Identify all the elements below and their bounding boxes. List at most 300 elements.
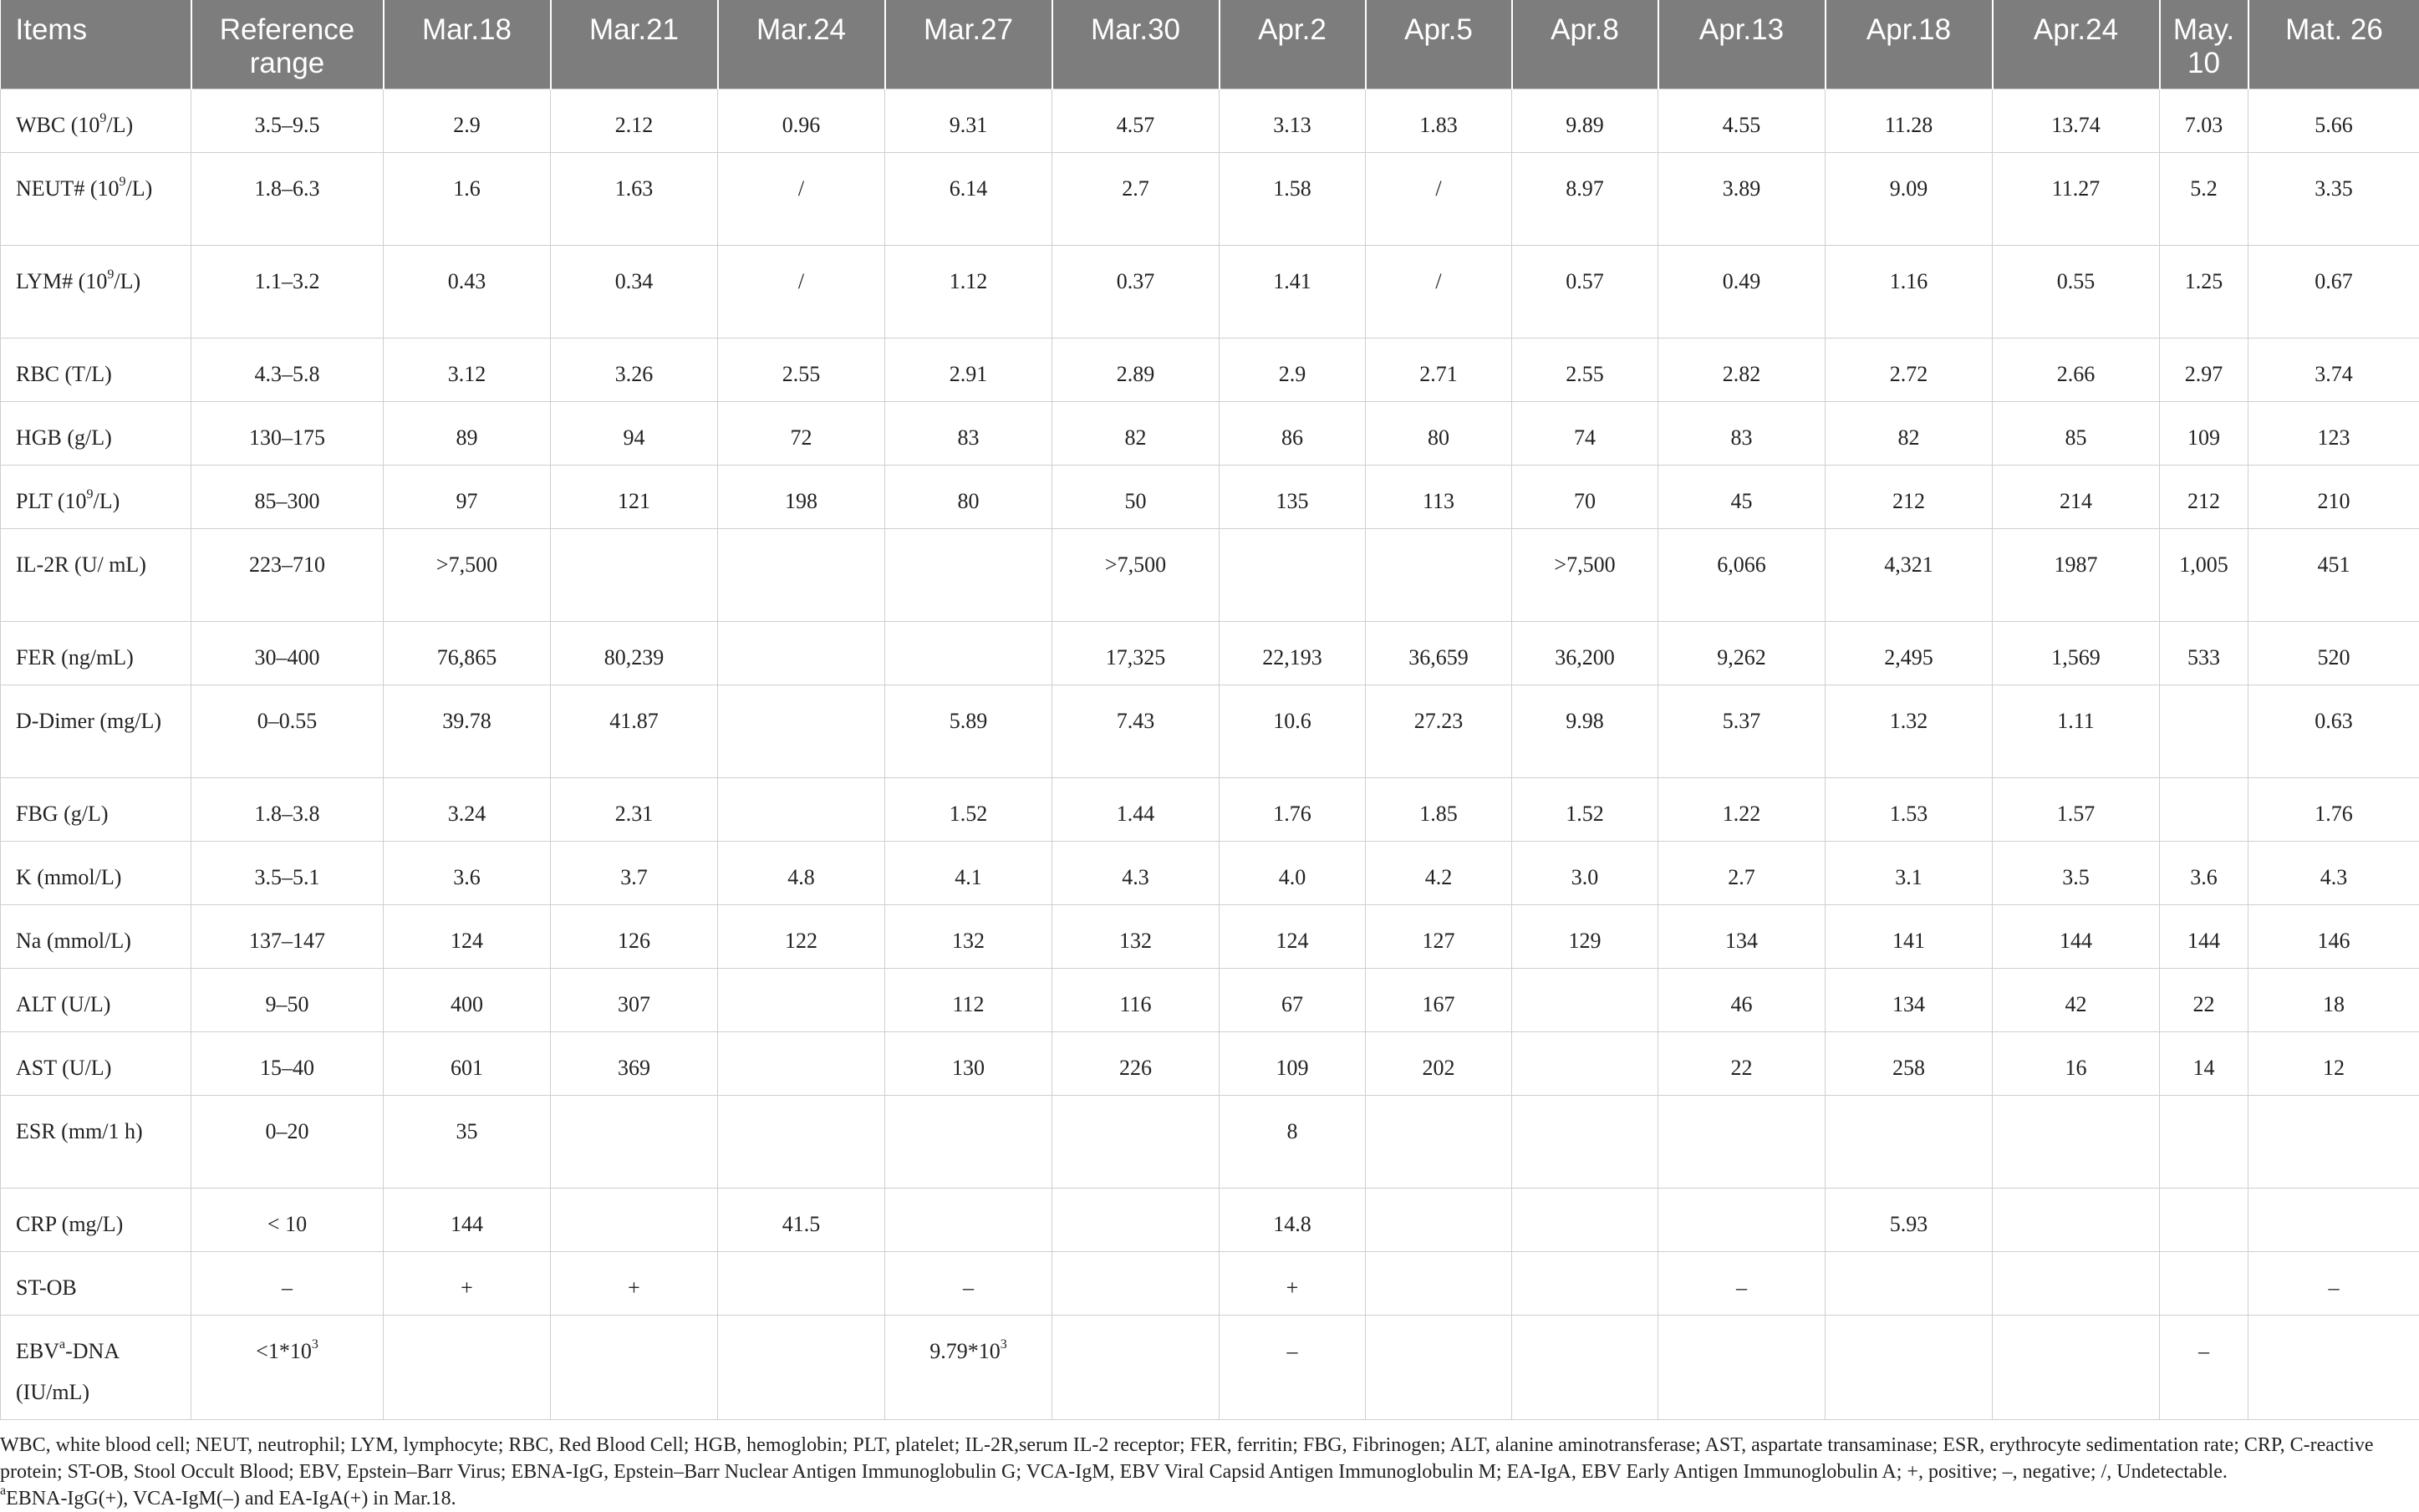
table-cell: 121 bbox=[551, 466, 718, 529]
table-cell: 5.37 bbox=[1658, 685, 1826, 778]
column-header: Mar.21 bbox=[551, 0, 718, 89]
table-cell: 4.55 bbox=[1658, 89, 1826, 153]
table-cell: 42 bbox=[1993, 969, 2160, 1032]
table-cell bbox=[1052, 1096, 1220, 1189]
table-cell bbox=[2160, 778, 2248, 842]
table-cell: 2.97 bbox=[2160, 339, 2248, 402]
table-row bbox=[1, 1316, 2419, 1420]
table-cell: 50 bbox=[1052, 466, 1220, 529]
note-text: EBNA-IgG(+), VCA-IgM(–) and EA-IgA(+) in Mar.18. bbox=[6, 1488, 456, 1509]
table-cell: 1.16 bbox=[1826, 246, 1993, 339]
table-cell: 0.57 bbox=[1512, 246, 1658, 339]
table-cell: 116 bbox=[1052, 969, 1220, 1032]
table-cell: 1.8–6.3 bbox=[191, 153, 384, 246]
table-cell: 1,005 bbox=[2160, 529, 2248, 622]
table-cell: 9,262 bbox=[1658, 622, 1826, 685]
table-cell: 74 bbox=[1512, 402, 1658, 466]
table-cell: 113 bbox=[1366, 466, 1512, 529]
table-row bbox=[1, 622, 2419, 685]
table-cell: 3.26 bbox=[551, 339, 718, 402]
table-cell: 226 bbox=[1052, 1032, 1220, 1096]
table-cell: 1.25 bbox=[2160, 246, 2248, 339]
table-cell: 11.27 bbox=[1993, 153, 2160, 246]
row-label: K (mmol/L) bbox=[1, 842, 191, 905]
table-cell: 3.0 bbox=[1512, 842, 1658, 905]
table-cell: 2.91 bbox=[885, 339, 1052, 402]
table-cell: 1.52 bbox=[885, 778, 1052, 842]
table-cell: 6,066 bbox=[1658, 529, 1826, 622]
row-label: D-Dimer (mg/L) bbox=[1, 685, 191, 778]
table-cell: 35 bbox=[384, 1096, 551, 1189]
table-cell: 41.5 bbox=[718, 1189, 885, 1252]
column-header: Mar.27 bbox=[885, 0, 1052, 89]
table-cell: 1.83 bbox=[1366, 89, 1512, 153]
table-cell: 4.2 bbox=[1366, 842, 1512, 905]
table-cell: 7.43 bbox=[1052, 685, 1220, 778]
table-cell: 1.41 bbox=[1220, 246, 1366, 339]
table-cell bbox=[2160, 685, 2248, 778]
table-cell bbox=[551, 1096, 718, 1189]
table-cell: 2.55 bbox=[718, 339, 885, 402]
table-cell: 4.8 bbox=[718, 842, 885, 905]
table-cell bbox=[1826, 1096, 1993, 1189]
table-cell: 3.5–9.5 bbox=[191, 89, 384, 153]
table-cell: 3.5–5.1 bbox=[191, 842, 384, 905]
table-cell bbox=[885, 622, 1052, 685]
table-cell bbox=[885, 529, 1052, 622]
table-cell bbox=[885, 1189, 1052, 1252]
table-cell: 134 bbox=[1658, 905, 1826, 969]
table-cell: 3.1 bbox=[1826, 842, 1993, 905]
table-cell bbox=[1658, 1316, 1826, 1420]
table-row bbox=[1, 529, 2419, 622]
row-label: AST (U/L) bbox=[1, 1032, 191, 1096]
table-header bbox=[1, 0, 2419, 89]
table-cell: 520 bbox=[2248, 622, 2419, 685]
column-header: Mar.18 bbox=[384, 0, 551, 89]
table-cell bbox=[1366, 1316, 1512, 1420]
table-cell: / bbox=[1366, 246, 1512, 339]
row-label: PLT $(10^9/L)$ bbox=[1, 466, 191, 529]
table-cell: 132 bbox=[885, 905, 1052, 969]
table-cell: 80,239 bbox=[551, 622, 718, 685]
table-cell: 0.49 bbox=[1658, 246, 1826, 339]
table-cell: 137–147 bbox=[191, 905, 384, 969]
table-cell: 1.8–3.8 bbox=[191, 778, 384, 842]
column-header: Reference range bbox=[191, 0, 384, 89]
table-cell: 22,193 bbox=[1220, 622, 1366, 685]
table-cell: 9–50 bbox=[191, 969, 384, 1032]
table-cell: 5.2 bbox=[2160, 153, 2248, 246]
table-row bbox=[1, 246, 2419, 339]
column-header: Apr.8 bbox=[1512, 0, 1658, 89]
table-cell bbox=[1052, 1316, 1220, 1420]
table-cell: 1.76 bbox=[2248, 778, 2419, 842]
table-cell: 83 bbox=[885, 402, 1052, 466]
column-header: Mar.24 bbox=[718, 0, 885, 89]
row-label: IL-2R (U/ mL) bbox=[1, 529, 191, 622]
table-cell: 41.87 bbox=[551, 685, 718, 778]
table-cell: 126 bbox=[551, 905, 718, 969]
row-label: LYM# $(10^9/L)$ bbox=[1, 246, 191, 339]
table-cell: / bbox=[718, 246, 885, 339]
table-body bbox=[1, 89, 2419, 1420]
table-cell: 8.97 bbox=[1512, 153, 1658, 246]
table-cell: 4.3 bbox=[2248, 842, 2419, 905]
table-cell: 214 bbox=[1993, 466, 2160, 529]
table-cell: 132 bbox=[1052, 905, 1220, 969]
table-cell: 89 bbox=[384, 402, 551, 466]
table-row bbox=[1, 153, 2419, 246]
table-row bbox=[1, 402, 2419, 466]
table-cell bbox=[551, 1316, 718, 1420]
table-cell: 83 bbox=[1658, 402, 1826, 466]
table-cell: + bbox=[551, 1252, 718, 1316]
table-cell: 36,200 bbox=[1512, 622, 1658, 685]
table-cell: 3.24 bbox=[384, 778, 551, 842]
table-cell: 72 bbox=[718, 402, 885, 466]
table-cell bbox=[718, 622, 885, 685]
table-cell: 212 bbox=[2160, 466, 2248, 529]
note-marker: a bbox=[0, 1484, 6, 1498]
table-cell: – bbox=[1220, 1316, 1366, 1420]
table-cell bbox=[1993, 1096, 2160, 1189]
table-cell: 1.1–3.2 bbox=[191, 246, 384, 339]
table-cell: 400 bbox=[384, 969, 551, 1032]
row-label: ALT (U/L) bbox=[1, 969, 191, 1032]
table-cell: 2.31 bbox=[551, 778, 718, 842]
table-cell bbox=[1826, 1252, 1993, 1316]
table-cell: 17,325 bbox=[1052, 622, 1220, 685]
table-cell: 0.43 bbox=[384, 246, 551, 339]
table-cell: 94 bbox=[551, 402, 718, 466]
table-cell: 141 bbox=[1826, 905, 1993, 969]
table-cell: 210 bbox=[2248, 466, 2419, 529]
table-cell: 144 bbox=[2160, 905, 2248, 969]
superscript-note bbox=[0, 1485, 2419, 1512]
table-cell: 3.74 bbox=[2248, 339, 2419, 402]
table-cell: 2.7 bbox=[1052, 153, 1220, 246]
table-cell: 135 bbox=[1220, 466, 1366, 529]
table-cell: 3.12 bbox=[384, 339, 551, 402]
table-cell: 30–400 bbox=[191, 622, 384, 685]
table-cell: 0.96 bbox=[718, 89, 885, 153]
row-label: WBC $(10^9/L)$ bbox=[1, 89, 191, 153]
table-row bbox=[1, 778, 2419, 842]
table-row bbox=[1, 1252, 2419, 1316]
table-cell: 0.55 bbox=[1993, 246, 2160, 339]
table-cell: 3.7 bbox=[551, 842, 718, 905]
table-cell: 3.6 bbox=[2160, 842, 2248, 905]
table-cell: 3.89 bbox=[1658, 153, 1826, 246]
table-cell bbox=[1052, 1189, 1220, 1252]
table-cell: 2.82 bbox=[1658, 339, 1826, 402]
table-row bbox=[1, 466, 2419, 529]
table-cell: 2.89 bbox=[1052, 339, 1220, 402]
table-cell: 3.13 bbox=[1220, 89, 1366, 153]
column-header: Mar.30 bbox=[1052, 0, 1220, 89]
table-cell: 14.8 bbox=[1220, 1189, 1366, 1252]
table-row bbox=[1, 1032, 2419, 1096]
table-cell: 3.5 bbox=[1993, 842, 2160, 905]
table-cell bbox=[1826, 1316, 1993, 1420]
table-cell: 5.93 bbox=[1826, 1189, 1993, 1252]
table-cell: 130 bbox=[885, 1032, 1052, 1096]
table-cell: 0.37 bbox=[1052, 246, 1220, 339]
table-cell bbox=[2248, 1189, 2419, 1252]
table-cell bbox=[1993, 1189, 2160, 1252]
table-cell bbox=[1512, 1252, 1658, 1316]
table-cell bbox=[2160, 1189, 2248, 1252]
table-cell: / bbox=[718, 153, 885, 246]
table-cell: 0–0.55 bbox=[191, 685, 384, 778]
table-cell: 82 bbox=[1052, 402, 1220, 466]
table-cell: 258 bbox=[1826, 1032, 1993, 1096]
table-cell: + bbox=[384, 1252, 551, 1316]
table-cell: 601 bbox=[384, 1032, 551, 1096]
table-cell: 9.89 bbox=[1512, 89, 1658, 153]
table-cell: 3.6 bbox=[384, 842, 551, 905]
table-cell bbox=[2248, 1316, 2419, 1420]
table-cell: 1.76 bbox=[1220, 778, 1366, 842]
table-cell: 13.74 bbox=[1993, 89, 2160, 153]
table-cell bbox=[1512, 1189, 1658, 1252]
table-cell: 0–20 bbox=[191, 1096, 384, 1189]
table-row bbox=[1, 339, 2419, 402]
row-label: HGB (g/L) bbox=[1, 402, 191, 466]
row-label: FER (ng/mL) bbox=[1, 622, 191, 685]
table-cell: 112 bbox=[885, 969, 1052, 1032]
table-cell bbox=[1512, 1096, 1658, 1189]
table-cell: 212 bbox=[1826, 466, 1993, 529]
table-cell: 4.0 bbox=[1220, 842, 1366, 905]
table-cell: 22 bbox=[2160, 969, 2248, 1032]
table-cell: – bbox=[1658, 1252, 1826, 1316]
table-row bbox=[1, 842, 2419, 905]
table-cell: 14 bbox=[2160, 1032, 2248, 1096]
table-cell: 1.6 bbox=[384, 153, 551, 246]
table-cell: 11.28 bbox=[1826, 89, 1993, 153]
table-cell: – bbox=[2248, 1252, 2419, 1316]
table-row bbox=[1, 89, 2419, 153]
table-cell: 27.23 bbox=[1366, 685, 1512, 778]
table-cell bbox=[2160, 1252, 2248, 1316]
table-cell: 97 bbox=[384, 466, 551, 529]
table-cell bbox=[1052, 1252, 1220, 1316]
table-cell: 202 bbox=[1366, 1032, 1512, 1096]
table-cell: 36,659 bbox=[1366, 622, 1512, 685]
table-cell: – bbox=[2160, 1316, 2248, 1420]
table-cell bbox=[718, 778, 885, 842]
table-cell: 2.55 bbox=[1512, 339, 1658, 402]
table-cell: 1.63 bbox=[551, 153, 718, 246]
row-label: RBC (T/L) bbox=[1, 339, 191, 402]
table-cell bbox=[718, 1316, 885, 1420]
table-cell: 2.71 bbox=[1366, 339, 1512, 402]
table-cell bbox=[718, 529, 885, 622]
table-cell: 123 bbox=[2248, 402, 2419, 466]
column-header: Apr.13 bbox=[1658, 0, 1826, 89]
table-cell bbox=[1993, 1252, 2160, 1316]
table-cell bbox=[718, 1096, 885, 1189]
table-cell: 2,495 bbox=[1826, 622, 1993, 685]
table-cell: 122 bbox=[718, 905, 885, 969]
table-cell: 22 bbox=[1658, 1032, 1826, 1096]
table-cell: >7,500 bbox=[384, 529, 551, 622]
table-cell: 8 bbox=[1220, 1096, 1366, 1189]
table-cell: 12 bbox=[2248, 1032, 2419, 1096]
table-cell: 45 bbox=[1658, 466, 1826, 529]
table-cell: 124 bbox=[1220, 905, 1366, 969]
table-cell: 109 bbox=[1220, 1032, 1366, 1096]
table-footnotes bbox=[0, 1420, 2419, 1512]
table-cell: 39.78 bbox=[384, 685, 551, 778]
table-cell bbox=[885, 1096, 1052, 1189]
table-cell: 130–175 bbox=[191, 402, 384, 466]
table-cell: 451 bbox=[2248, 529, 2419, 622]
table-cell: 86 bbox=[1220, 402, 1366, 466]
table-cell: 1.57 bbox=[1993, 778, 2160, 842]
table-cell bbox=[718, 1252, 885, 1316]
table-cell: 80 bbox=[1366, 402, 1512, 466]
table-cell: 1.44 bbox=[1052, 778, 1220, 842]
table-cell bbox=[1512, 1032, 1658, 1096]
table-cell: < 10 bbox=[191, 1189, 384, 1252]
table-cell: 0.67 bbox=[2248, 246, 2419, 339]
table-cell: 46 bbox=[1658, 969, 1826, 1032]
table-cell: 4.1 bbox=[885, 842, 1052, 905]
table-cell: 2.66 bbox=[1993, 339, 2160, 402]
table-cell: 9.09 bbox=[1826, 153, 1993, 246]
table-row bbox=[1, 1096, 2419, 1189]
table-cell: 4.57 bbox=[1052, 89, 1220, 153]
table-cell: 7.03 bbox=[2160, 89, 2248, 153]
table-cell: 124 bbox=[384, 905, 551, 969]
column-header: May. 10 bbox=[2160, 0, 2248, 89]
row-label: Na (mmol/L) bbox=[1, 905, 191, 969]
table-cell: 134 bbox=[1826, 969, 1993, 1032]
table-cell: 2.9 bbox=[1220, 339, 1366, 402]
table-cell bbox=[2160, 1096, 2248, 1189]
table-cell: 1.32 bbox=[1826, 685, 1993, 778]
table-cell: 369 bbox=[551, 1032, 718, 1096]
row-label: CRP (mg/L) bbox=[1, 1189, 191, 1252]
column-header: Apr.18 bbox=[1826, 0, 1993, 89]
table-cell bbox=[1366, 1189, 1512, 1252]
table-cell: 2.72 bbox=[1826, 339, 1993, 402]
table-cell bbox=[1658, 1189, 1826, 1252]
table-cell: + bbox=[1220, 1252, 1366, 1316]
table-cell: 1.58 bbox=[1220, 153, 1366, 246]
table-cell: 3.35 bbox=[2248, 153, 2419, 246]
table-row bbox=[1, 969, 2419, 1032]
table-cell bbox=[551, 529, 718, 622]
table-cell bbox=[384, 1316, 551, 1420]
table-cell bbox=[1220, 529, 1366, 622]
table-cell: 67 bbox=[1220, 969, 1366, 1032]
table-row bbox=[1, 685, 2419, 778]
table-cell: 9.31 bbox=[885, 89, 1052, 153]
table-cell: 6.14 bbox=[885, 153, 1052, 246]
row-label: ST-OB bbox=[1, 1252, 191, 1316]
table-cell bbox=[551, 1189, 718, 1252]
table-cell: 2.9 bbox=[384, 89, 551, 153]
row-label: ESR (mm/1 h) bbox=[1, 1096, 191, 1189]
table-cell: 1,569 bbox=[1993, 622, 2160, 685]
table-cell bbox=[1366, 1252, 1512, 1316]
table-cell: 144 bbox=[384, 1189, 551, 1252]
column-header: Mat. 26 bbox=[2248, 0, 2419, 89]
table-cell: $<1*10^3$ bbox=[191, 1316, 384, 1420]
table-cell: 109 bbox=[2160, 402, 2248, 466]
table-cell bbox=[1366, 1096, 1512, 1189]
abbreviation-note: WBC, white blood cell; NEUT, neutrophil; LYM, lymphocyte; RBC, Red Blood Cell; HGB, hemoglobin; PLT, platelet; IL-2R,serum IL-2 receptor; FER, ferritin; FBG, Fibrinogen; ALT, alanine aminotransferase; AST, aspartate transaminase; ESR, erythrocyte sedimentation rate; CRP, C-reactive protein; ST-OB, Stool Occult Blood; EBV, Epstein–Barr Virus; EBNA-IgG, Epstein–Barr Nuclear Antigen Immunoglobulin G; VCA-IgM, EBV Viral Capsid Antigen Immunoglobulin M; EA-IgA, EBV Early Antigen Immunoglobulin A; +, positive; –, negative; /, Undetectable. bbox=[0, 1432, 2419, 1485]
table-cell: 127 bbox=[1366, 905, 1512, 969]
table-cell: 70 bbox=[1512, 466, 1658, 529]
table-cell: 4.3 bbox=[1052, 842, 1220, 905]
table-cell: 85–300 bbox=[191, 466, 384, 529]
table-cell: 307 bbox=[551, 969, 718, 1032]
table-cell: – bbox=[885, 1252, 1052, 1316]
table-cell bbox=[1993, 1316, 2160, 1420]
table-cell: – bbox=[191, 1252, 384, 1316]
table-cell: 5.66 bbox=[2248, 89, 2419, 153]
table-cell: 18 bbox=[2248, 969, 2419, 1032]
row-label: EBV$^a$-DNA (IU/mL) bbox=[1, 1316, 191, 1420]
table-cell: 4.3–5.8 bbox=[191, 339, 384, 402]
table-cell: 16 bbox=[1993, 1032, 2160, 1096]
column-header: Items bbox=[1, 0, 191, 89]
table-cell: >7,500 bbox=[1512, 529, 1658, 622]
table-cell: 82 bbox=[1826, 402, 1993, 466]
column-header: Apr.2 bbox=[1220, 0, 1366, 89]
table-cell: 9.98 bbox=[1512, 685, 1658, 778]
table-cell: 10.6 bbox=[1220, 685, 1366, 778]
table-cell: 167 bbox=[1366, 969, 1512, 1032]
header-row bbox=[1, 0, 2419, 89]
table-cell: 0.34 bbox=[551, 246, 718, 339]
table-cell: 85 bbox=[1993, 402, 2160, 466]
table-cell: 2.12 bbox=[551, 89, 718, 153]
table-cell: >7,500 bbox=[1052, 529, 1220, 622]
table-cell: 1.53 bbox=[1826, 778, 1993, 842]
row-label: FBG (g/L) bbox=[1, 778, 191, 842]
table-cell: 5.89 bbox=[885, 685, 1052, 778]
table-cell: 144 bbox=[1993, 905, 2160, 969]
table-cell: 146 bbox=[2248, 905, 2419, 969]
table-cell: 2.7 bbox=[1658, 842, 1826, 905]
table-cell: 76,865 bbox=[384, 622, 551, 685]
table-cell: 533 bbox=[2160, 622, 2248, 685]
table-cell bbox=[1512, 1316, 1658, 1420]
table-cell bbox=[2248, 1096, 2419, 1189]
table-cell: 198 bbox=[718, 466, 885, 529]
table-cell: / bbox=[1366, 153, 1512, 246]
table-cell: 129 bbox=[1512, 905, 1658, 969]
table-cell bbox=[718, 685, 885, 778]
table-cell bbox=[1658, 1096, 1826, 1189]
table-cell: 80 bbox=[885, 466, 1052, 529]
table-cell: 223–710 bbox=[191, 529, 384, 622]
table-cell: 1.22 bbox=[1658, 778, 1826, 842]
table-cell bbox=[1512, 969, 1658, 1032]
table-cell bbox=[1366, 529, 1512, 622]
table-cell bbox=[718, 1032, 885, 1096]
table-cell: 15–40 bbox=[191, 1032, 384, 1096]
row-label: NEUT# $(10^9/L)$ bbox=[1, 153, 191, 246]
column-header: Apr.24 bbox=[1993, 0, 2160, 89]
table-cell: 4,321 bbox=[1826, 529, 1993, 622]
